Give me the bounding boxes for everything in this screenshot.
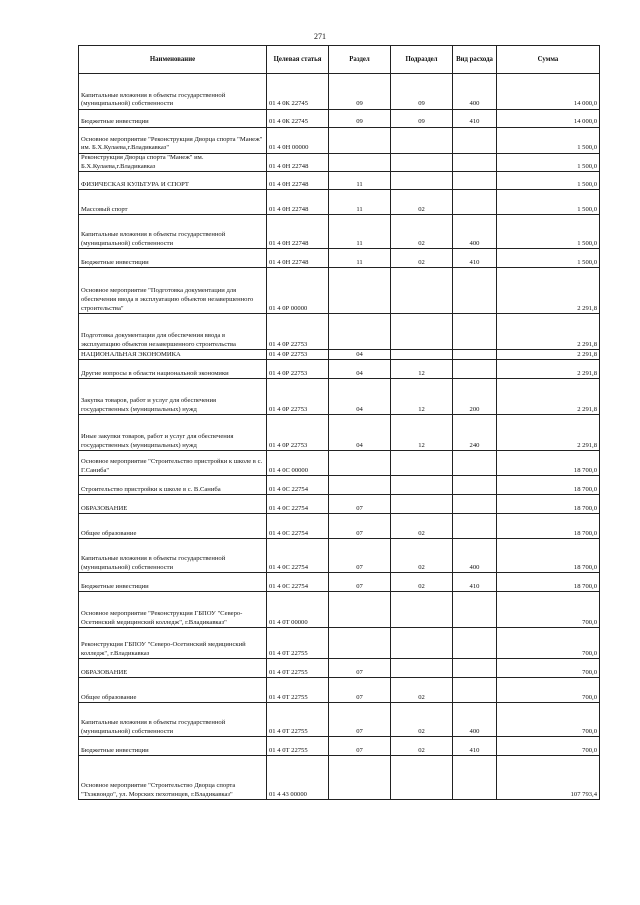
cell-section: 11 — [329, 249, 391, 268]
cell-subsection: 02 — [391, 678, 453, 703]
cell-expense-type: 400 — [453, 215, 497, 249]
table-row — [79, 573, 600, 592]
table-row — [79, 215, 600, 249]
cell-subsection — [391, 172, 453, 190]
cell-amount: 1 500,0 — [497, 172, 600, 190]
cell-expense-type — [453, 592, 497, 628]
table-row — [79, 154, 600, 172]
cell-expense-type — [453, 451, 497, 476]
cell-subsection — [391, 268, 453, 314]
cell-subsection: 02 — [391, 573, 453, 592]
header-target-article: Целевая статья — [267, 46, 329, 74]
table-row — [79, 172, 600, 190]
cell-target-article: 01 4 43 00000 — [267, 756, 329, 800]
cell-target-article: 01 4 0Н 22748 — [267, 249, 329, 268]
cell-name: Иные закупки товаров, работ и услуг для обеспечения государственных (муниципальных) нужд — [79, 415, 267, 451]
cell-subsection: 09 — [391, 110, 453, 128]
table-row — [79, 678, 600, 703]
cell-section: 07 — [329, 573, 391, 592]
cell-target-article: 01 4 0Р 22753 — [267, 379, 329, 415]
cell-expense-type: 410 — [453, 110, 497, 128]
cell-name: Основное мероприятие "Строительство пристройки к школе в с. Г.Санибa" — [79, 451, 267, 476]
cell-expense-type: 240 — [453, 415, 497, 451]
cell-target-article: 01 4 0Р 22753 — [267, 314, 329, 350]
cell-amount: 1 500,0 — [497, 215, 600, 249]
cell-expense-type — [453, 190, 497, 215]
cell-section: 09 — [329, 110, 391, 128]
cell-name: Бюджетные инвестиции — [79, 110, 267, 128]
cell-expense-type: 400 — [453, 539, 497, 573]
cell-subsection: 02 — [391, 249, 453, 268]
cell-section: 07 — [329, 514, 391, 539]
cell-name: Массовый спорт — [79, 190, 267, 215]
cell-name: Подготовка документации для обеспечения ввода в эксплуатацию объектов незавершенного строительства — [79, 314, 267, 350]
cell-name: Капитальные вложения в объекты государственной (муниципальной) собственности — [79, 215, 267, 249]
cell-expense-type — [453, 476, 497, 495]
cell-expense-type: 200 — [453, 379, 497, 415]
cell-name: Капитальные вложения в объекты государственной (муниципальной) собственности — [79, 539, 267, 573]
cell-amount: 18 700,0 — [497, 495, 600, 514]
header-amount: Сумма — [497, 46, 600, 74]
header-section: Раздел — [329, 46, 391, 74]
cell-name: Бюджетные инвестиции — [79, 249, 267, 268]
cell-target-article: 01 4 0Т 22755 — [267, 737, 329, 756]
table-row — [79, 128, 600, 154]
cell-target-article: 01 4 0Н 22748 — [267, 190, 329, 215]
cell-name: Строительство пристройки к школе в с. В.Санибa — [79, 476, 267, 495]
table-row — [79, 74, 600, 110]
cell-subsection: 02 — [391, 190, 453, 215]
cell-subsection — [391, 592, 453, 628]
budget-table — [78, 45, 600, 800]
cell-amount: 2 291,8 — [497, 415, 600, 451]
cell-name: Общее образование — [79, 514, 267, 539]
table-row — [79, 703, 600, 737]
cell-name: Капитальные вложения в объекты государственной (муниципальной) собственности — [79, 703, 267, 737]
table-row — [79, 592, 600, 628]
header-subsection: Подраздел — [391, 46, 453, 74]
cell-name: Основное мероприятие "Строительство Дворца спорта "Тхэквондо", ул. Морских пехотинцев, г.Владикавказ" — [79, 756, 267, 800]
cell-section: 07 — [329, 737, 391, 756]
cell-section — [329, 154, 391, 172]
cell-expense-type — [453, 756, 497, 800]
cell-subsection — [391, 350, 453, 360]
cell-section: 04 — [329, 415, 391, 451]
cell-section: 11 — [329, 215, 391, 249]
cell-target-article: 01 4 0С 22754 — [267, 539, 329, 573]
cell-target-article: 01 4 0К 22745 — [267, 110, 329, 128]
page-number: 271 — [314, 32, 326, 41]
cell-target-article: 01 4 0Т 22755 — [267, 678, 329, 703]
cell-amount: 700,0 — [497, 703, 600, 737]
cell-amount: 1 500,0 — [497, 249, 600, 268]
table-row — [79, 415, 600, 451]
cell-name: Реконструкция Дворца спорта "Манеж" им. Б.Х.Кулаева,г.Владикавказ — [79, 154, 267, 172]
cell-amount: 18 700,0 — [497, 451, 600, 476]
cell-name: НАЦИОНАЛЬНАЯ ЭКОНОМИКА — [79, 350, 267, 360]
cell-subsection — [391, 154, 453, 172]
cell-section: 07 — [329, 495, 391, 514]
cell-expense-type: 410 — [453, 249, 497, 268]
cell-expense-type: 400 — [453, 74, 497, 110]
cell-section: 04 — [329, 379, 391, 415]
cell-subsection: 12 — [391, 415, 453, 451]
cell-section — [329, 314, 391, 350]
cell-amount: 18 700,0 — [497, 573, 600, 592]
cell-subsection: 12 — [391, 360, 453, 379]
cell-amount: 700,0 — [497, 737, 600, 756]
cell-amount: 18 700,0 — [497, 514, 600, 539]
table-row — [79, 628, 600, 659]
cell-section — [329, 451, 391, 476]
cell-expense-type — [453, 514, 497, 539]
header-expense-type: Вид расхода — [453, 46, 497, 74]
cell-amount: 700,0 — [497, 659, 600, 678]
cell-expense-type — [453, 350, 497, 360]
cell-section: 04 — [329, 360, 391, 379]
table-row — [79, 314, 600, 350]
cell-subsection — [391, 128, 453, 154]
cell-target-article: 01 4 0С 22754 — [267, 495, 329, 514]
cell-amount: 2 291,8 — [497, 350, 600, 360]
cell-amount: 2 291,8 — [497, 314, 600, 350]
table-row — [79, 495, 600, 514]
table-row — [79, 476, 600, 495]
cell-subsection — [391, 756, 453, 800]
cell-target-article: 01 4 0Н 00000 — [267, 128, 329, 154]
cell-name: ОБРАЗОВАНИЕ — [79, 495, 267, 514]
table-row — [79, 737, 600, 756]
cell-subsection: 12 — [391, 379, 453, 415]
cell-amount: 700,0 — [497, 678, 600, 703]
cell-target-article: 01 4 0К 22745 — [267, 74, 329, 110]
table-body — [79, 74, 600, 800]
cell-target-article: 01 4 0С 22754 — [267, 573, 329, 592]
cell-section: 07 — [329, 659, 391, 678]
cell-name: Основное мероприятие "Реконструкция Дворца спорта "Манеж" им. Б.Х.Кулаева,г.Владикавказ" — [79, 128, 267, 154]
cell-expense-type — [453, 659, 497, 678]
table-row — [79, 514, 600, 539]
cell-target-article: 01 4 0Р 00000 — [267, 268, 329, 314]
cell-expense-type — [453, 314, 497, 350]
cell-target-article: 01 4 0Т 22755 — [267, 703, 329, 737]
table-row — [79, 268, 600, 314]
table-row — [79, 190, 600, 215]
cell-subsection — [391, 314, 453, 350]
cell-target-article: 01 4 0Р 22753 — [267, 415, 329, 451]
cell-section: 07 — [329, 678, 391, 703]
cell-subsection — [391, 659, 453, 678]
cell-subsection: 09 — [391, 74, 453, 110]
cell-name: Другие вопросы в области национальной экономики — [79, 360, 267, 379]
cell-section — [329, 268, 391, 314]
cell-subsection: 02 — [391, 703, 453, 737]
cell-amount: 14 000,0 — [497, 74, 600, 110]
cell-name: ОБРАЗОВАНИЕ — [79, 659, 267, 678]
cell-subsection — [391, 628, 453, 659]
cell-name: Общее образование — [79, 678, 267, 703]
cell-target-article: 01 4 0Т 22755 — [267, 628, 329, 659]
cell-expense-type — [453, 172, 497, 190]
cell-expense-type — [453, 268, 497, 314]
cell-subsection: 02 — [391, 539, 453, 573]
cell-target-article: 01 4 0Р 22753 — [267, 360, 329, 379]
cell-expense-type — [453, 128, 497, 154]
cell-section: 09 — [329, 74, 391, 110]
cell-section — [329, 756, 391, 800]
cell-section — [329, 628, 391, 659]
cell-subsection: 02 — [391, 514, 453, 539]
cell-name: Основное мероприятие "Подготовка документации для обеспечения ввода в эксплуатацию объектов незавершенного строительства" — [79, 268, 267, 314]
cell-target-article: 01 4 0Н 22748 — [267, 215, 329, 249]
table-row — [79, 379, 600, 415]
cell-amount: 1 500,0 — [497, 154, 600, 172]
table-row — [79, 451, 600, 476]
cell-expense-type — [453, 495, 497, 514]
cell-name: Реконструкция ГБПОУ "Северо-Осетинский медицинский колледж", г.Владикавказ — [79, 628, 267, 659]
cell-name: Бюджетные инвестиции — [79, 573, 267, 592]
cell-name: ФИЗИЧЕСКАЯ КУЛЬТУРА И СПОРТ — [79, 172, 267, 190]
cell-subsection: 02 — [391, 215, 453, 249]
cell-target-article: 01 4 0С 22754 — [267, 476, 329, 495]
cell-subsection: 02 — [391, 737, 453, 756]
cell-expense-type: 410 — [453, 573, 497, 592]
cell-amount: 700,0 — [497, 628, 600, 659]
cell-amount: 2 291,8 — [497, 360, 600, 379]
cell-section — [329, 128, 391, 154]
cell-section: 11 — [329, 172, 391, 190]
cell-section: 11 — [329, 190, 391, 215]
cell-amount: 2 291,8 — [497, 268, 600, 314]
cell-amount: 14 000,0 — [497, 110, 600, 128]
cell-subsection — [391, 495, 453, 514]
cell-expense-type — [453, 678, 497, 703]
cell-name: Бюджетные инвестиции — [79, 737, 267, 756]
cell-section — [329, 476, 391, 495]
cell-amount: 2 291,8 — [497, 379, 600, 415]
header-name: Наименование — [79, 46, 267, 74]
cell-expense-type: 410 — [453, 737, 497, 756]
cell-target-article: 01 4 0Т 00000 — [267, 592, 329, 628]
cell-amount: 700,0 — [497, 592, 600, 628]
cell-amount: 1 500,0 — [497, 128, 600, 154]
table-row — [79, 659, 600, 678]
cell-name: Капитальные вложения в объекты государственной (муниципальной) собственности — [79, 74, 267, 110]
cell-subsection — [391, 451, 453, 476]
cell-section: 04 — [329, 350, 391, 360]
cell-name: Основное мероприятие "Реконструкция ГБПОУ "Северо-Осетинский медицинский колледж", г.Владикавказ" — [79, 592, 267, 628]
cell-name: Закупка товаров, работ и услуг для обеспечения государственных (муниципальных) нужд — [79, 379, 267, 415]
cell-subsection — [391, 476, 453, 495]
cell-expense-type — [453, 154, 497, 172]
table-row — [79, 110, 600, 128]
cell-target-article: 01 4 0Т 22755 — [267, 659, 329, 678]
table-row — [79, 350, 600, 360]
cell-section: 07 — [329, 703, 391, 737]
cell-expense-type — [453, 360, 497, 379]
cell-target-article: 01 4 0Н 22748 — [267, 154, 329, 172]
cell-expense-type — [453, 628, 497, 659]
table-row — [79, 756, 600, 800]
cell-target-article: 01 4 0С 00000 — [267, 451, 329, 476]
cell-target-article: 01 4 0Н 22748 — [267, 172, 329, 190]
cell-amount: 18 700,0 — [497, 539, 600, 573]
table-row — [79, 360, 600, 379]
cell-section — [329, 592, 391, 628]
cell-amount: 107 793,4 — [497, 756, 600, 800]
cell-target-article: 01 4 0Р 22753 — [267, 350, 329, 360]
table-header-row — [79, 46, 600, 74]
cell-target-article: 01 4 0С 22754 — [267, 514, 329, 539]
table-row — [79, 249, 600, 268]
cell-expense-type: 400 — [453, 703, 497, 737]
cell-amount: 1 500,0 — [497, 190, 600, 215]
table-row — [79, 539, 600, 573]
cell-section: 07 — [329, 539, 391, 573]
cell-amount: 18 700,0 — [497, 476, 600, 495]
